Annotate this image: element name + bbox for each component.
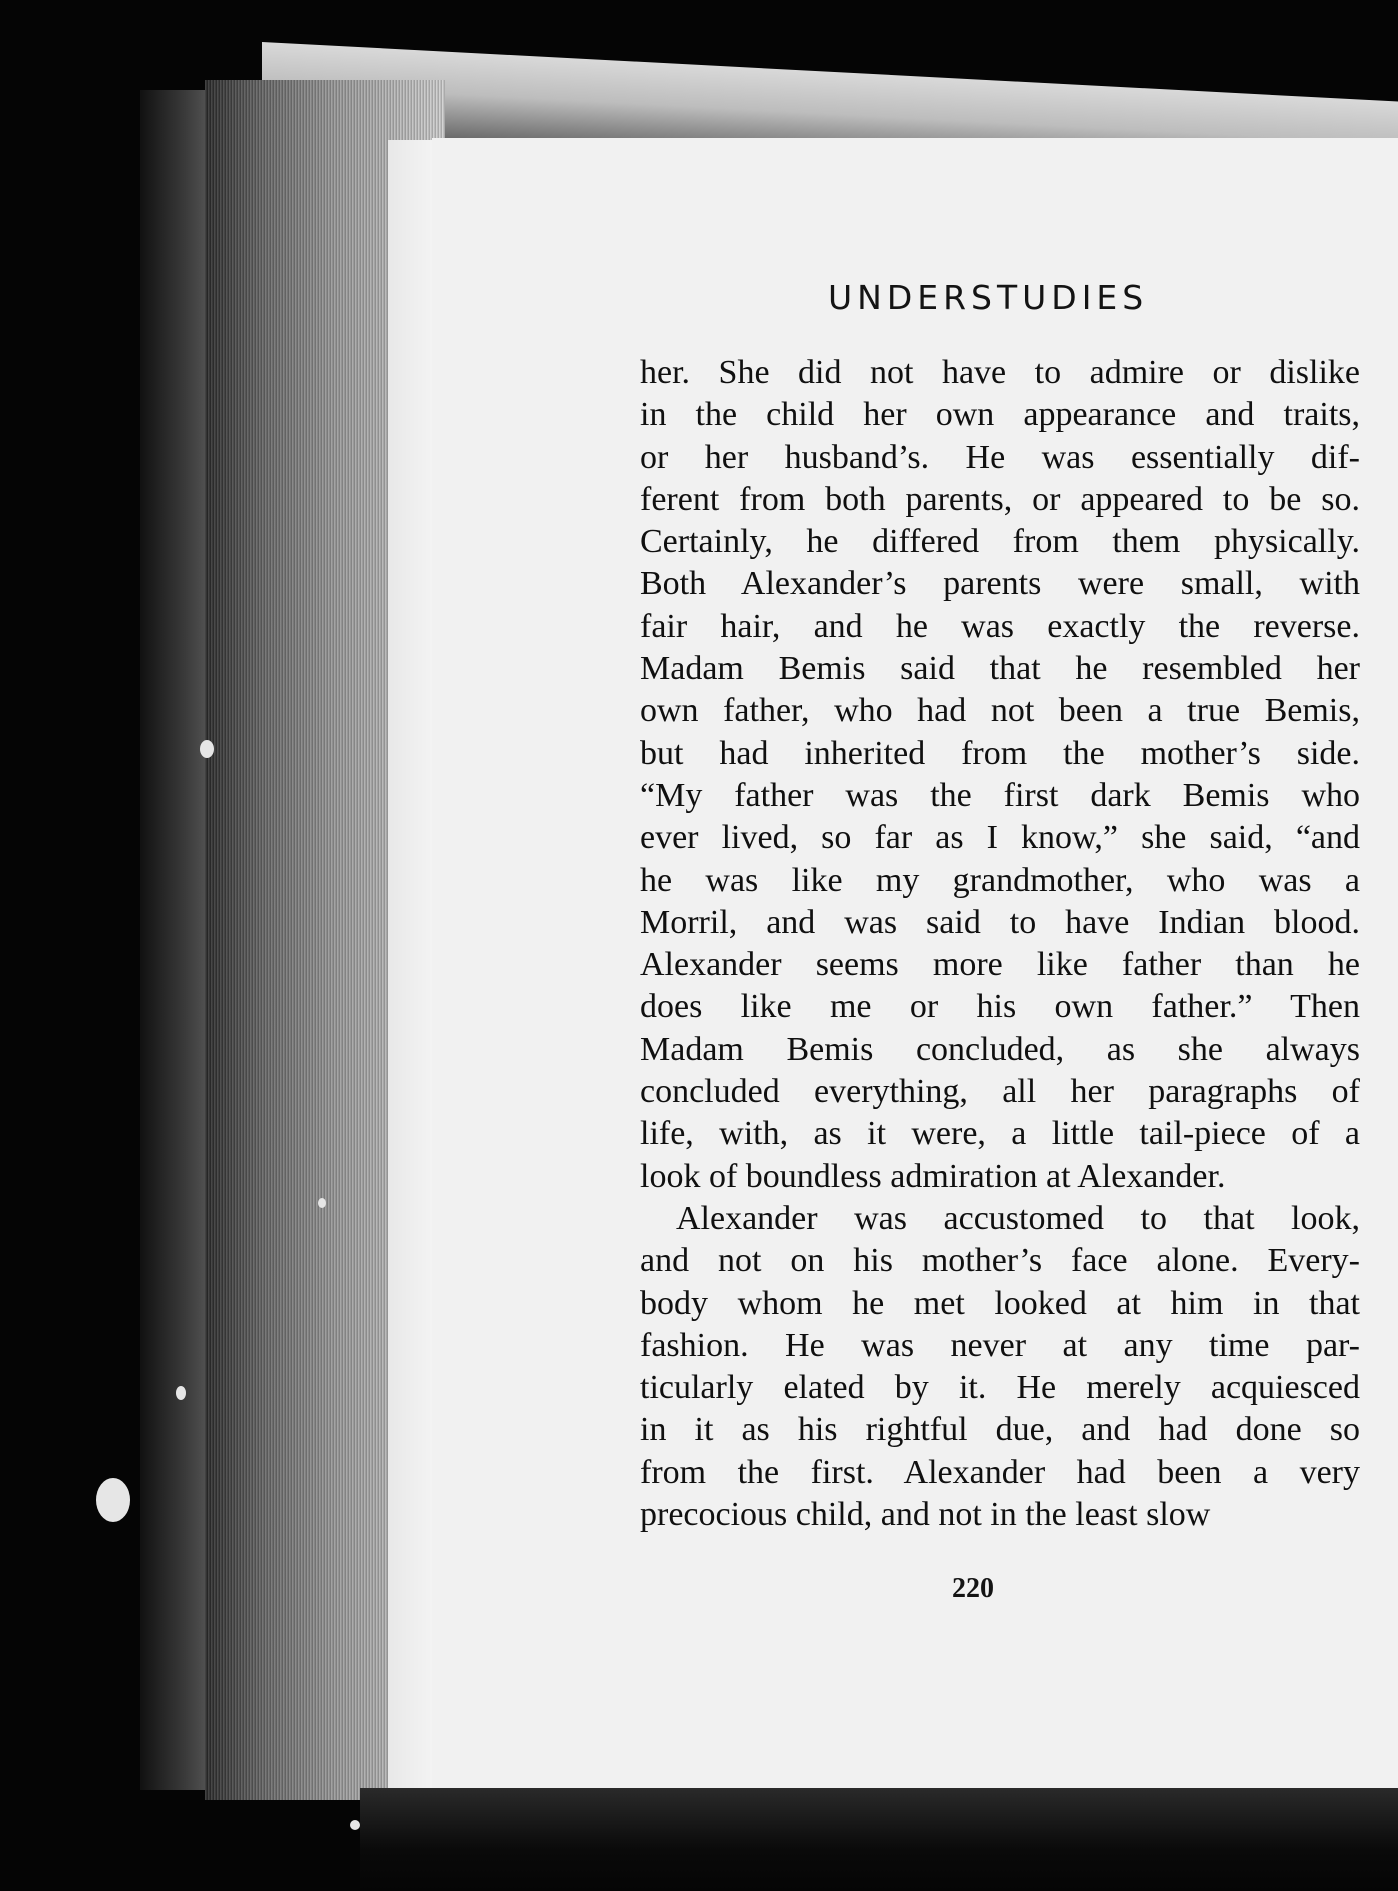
text-line: or her husband’s. He was essentially dif- — [640, 438, 1360, 476]
body-text — [640, 352, 1360, 1536]
text-line: in the child her own appearance and traits, — [640, 396, 1360, 434]
text-line: precocious child, and not in the least slow — [640, 1496, 1211, 1534]
text-line: Certainly, he differed from them physically. — [640, 523, 1360, 561]
page-number: 220 — [952, 1573, 994, 1604]
text-line: does like me or his own father.” Then — [640, 988, 1360, 1026]
text-line: in it as his rightful due, and had done so — [640, 1411, 1360, 1449]
text-line: concluded everything, all her paragraphs of — [640, 1073, 1360, 1111]
running-head: UNDERSTUDIES — [828, 278, 1149, 317]
dust-speck — [350, 1820, 360, 1830]
text-line: he was like my grandmother, who was a — [640, 861, 1360, 899]
text-line: own father, who had not been a true Bemis, — [640, 692, 1360, 730]
dust-speck — [96, 1478, 130, 1522]
dust-speck — [318, 1198, 326, 1208]
text-line: from the first. Alexander had been a very — [640, 1453, 1360, 1491]
text-line: look of boundless admiration at Alexander. — [640, 1157, 1226, 1195]
text-line: and not on his mother’s face alone. Every- — [640, 1242, 1360, 1280]
text-line: fair hair, and he was exactly the reverse. — [640, 607, 1360, 645]
dust-speck — [176, 1386, 186, 1400]
text-line: her. She did not have to admire or dislike — [640, 354, 1360, 391]
text-line: Alexander was accustomed to that look, — [676, 1199, 1360, 1237]
page-gutter — [388, 140, 436, 1790]
text-line: but had inherited from the mother’s side. — [640, 734, 1360, 772]
dust-speck — [200, 740, 214, 758]
text-line: Madam Bemis said that he resembled her — [640, 650, 1360, 688]
text-line: ferent from both parents, or appeared to be so. — [640, 480, 1360, 518]
text-line: ticularly elated by it. He merely acquiesced — [640, 1369, 1360, 1407]
book-cover-edge — [140, 90, 215, 1790]
text-line: Both Alexander’s parents were small, with — [640, 565, 1360, 603]
text-line: “My father was the first dark Bemis who — [640, 776, 1360, 814]
text-line: life, with, as it were, a little tail-piece of a — [640, 1115, 1360, 1153]
text-line: Alexander seems more like father than he — [640, 946, 1360, 984]
page-bottom-shadow — [360, 1788, 1398, 1891]
text-line: body whom he met looked at him in that — [640, 1284, 1360, 1322]
text-line: Madam Bemis concluded, as she always — [640, 1030, 1360, 1068]
text-line: fashion. He was never at any time par- — [640, 1326, 1360, 1364]
text-line: Morril, and was said to have Indian blood. — [640, 903, 1360, 941]
text-line: ever lived, so far as I know,” she said, “and — [640, 819, 1360, 857]
